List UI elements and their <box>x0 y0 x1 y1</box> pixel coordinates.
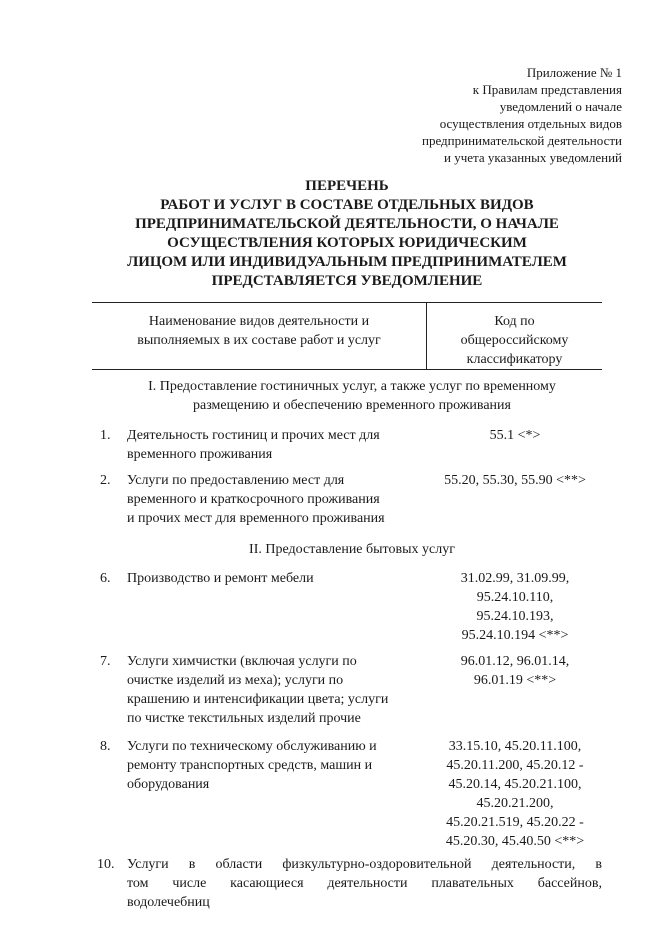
appendix-line: предпринимательской деятельности <box>422 133 622 148</box>
section-heading-line: размещению и обеспечению временного проживания <box>193 398 511 413</box>
table-header-bottom-rule <box>92 369 602 370</box>
row-activity-line: крашению и интенсификации цвета; услуги <box>127 692 389 707</box>
row-activity-name <box>127 737 377 794</box>
row-code-line: 55.1 <*> <box>489 428 541 443</box>
row-activity-name <box>127 471 385 528</box>
row-code-line: 45.20.21.519, 45.20.22 - <box>446 815 584 830</box>
row-activity-line: Услуги в области физкультурно-оздоровительной деятельности, в <box>127 857 602 872</box>
row-code <box>430 737 600 851</box>
row-code-line: 45.20.21.200, <box>476 796 554 811</box>
row-code-line: 55.20, 55.30, 55.90 <**> <box>444 473 586 488</box>
row-activity-line: очистке изделий из меха); услуги по <box>127 673 344 688</box>
appendix-note <box>422 64 622 166</box>
document-title <box>92 177 602 291</box>
column-header-line: классификатору <box>466 352 563 367</box>
row-code-line: 95.24.10.110, <box>476 590 554 605</box>
row-activity-line: временного проживания <box>127 447 273 462</box>
column-header-line: Код по <box>494 314 535 329</box>
row-activity-line: оборудования <box>127 777 210 792</box>
row-activity-line: Услуги химчистки (включая услуги по <box>127 654 357 669</box>
row-number: 7. <box>100 654 111 669</box>
row-activity-line: по чистке текстильных изделий прочие <box>127 711 361 726</box>
row-activity-line: водолечебниц <box>127 895 210 910</box>
row-activity-line: и прочих мест для временного проживания <box>127 511 385 526</box>
row-activity-line: Услуги по предоставлению мест для <box>127 473 345 488</box>
row-code-line: 45.20.30, 45.40.50 <**> <box>445 834 585 849</box>
row-activity-line: временного и краткосрочного проживания <box>127 492 380 507</box>
row-code <box>430 471 600 490</box>
row-activity-line: том числе касающиеся деятельности плавательных бассейнов, <box>127 876 602 891</box>
row-code <box>430 652 600 690</box>
row-code-line: 45.20.11.200, 45.20.12 - <box>446 758 584 773</box>
row-activity-name <box>127 652 388 728</box>
row-code-line: 33.15.10, 45.20.11.100, <box>448 739 582 754</box>
title-line: РАБОТ И УСЛУГ В СОСТАВЕ ОТДЕЛЬНЫХ ВИДОВ <box>160 197 534 213</box>
row-code-line: 45.20.14, 45.20.21.100, <box>448 777 582 792</box>
row-activity-name <box>127 569 314 588</box>
title-line: ПРЕДПРИНИМАТЕЛЬСКОЙ ДЕЯТЕЛЬНОСТИ, О НАЧАЛЕ <box>135 216 559 232</box>
row-code-line: 96.01.19 <**> <box>473 673 557 688</box>
row-number: 10. <box>97 857 115 872</box>
appendix-line: Приложение № 1 <box>526 65 622 80</box>
section-heading-line: I. Предоставление гостиничных услуг, а также услуг по временному <box>148 379 556 394</box>
column-header-line: общероссийскому <box>460 333 569 348</box>
appendix-line: осуществления отдельных видов <box>439 116 622 131</box>
row-activity-line: Услуги по техническому обслуживанию и <box>127 739 377 754</box>
section-heading-line: II. Предоставление бытовых услуг <box>249 542 455 557</box>
row-activity-line: ремонту транспортных средств, машин и <box>127 758 373 773</box>
row-code <box>430 426 600 445</box>
title-line: ПРЕДСТАВЛЯЕТСЯ УВЕДОМЛЕНИЕ <box>211 273 483 289</box>
title-line: ОСУЩЕСТВЛЕНИЯ КОТОРЫХ ЮРИДИЧЕСКИМ <box>167 235 527 251</box>
row-code-line: 31.02.99, 31.09.99, <box>460 571 570 586</box>
column-header-name <box>92 312 426 350</box>
title-line: ПЕРЕЧЕНЬ <box>305 178 389 194</box>
column-header-code <box>427 312 602 369</box>
row-number: 6. <box>100 571 111 586</box>
section-heading <box>92 377 612 415</box>
row-code <box>430 569 600 645</box>
row-activity-name <box>127 855 602 912</box>
appendix-line: к Правилам представления <box>472 82 622 97</box>
row-code-line: 95.24.10.193, <box>476 609 554 624</box>
column-header-line: Наименование видов деятельности и <box>148 314 370 329</box>
column-header-line: выполняемых в их составе работ и услуг <box>137 333 381 348</box>
row-number: 1. <box>100 428 111 443</box>
row-activity-name <box>127 426 380 464</box>
row-activity-line: Деятельность гостиниц и прочих мест для <box>127 428 380 443</box>
appendix-line: и учета указанных уведомлений <box>444 150 622 165</box>
row-activity-line: Производство и ремонт мебели <box>127 571 314 586</box>
table-top-rule <box>92 302 602 303</box>
title-line: ЛИЦОМ ИЛИ ИНДИВИДУАЛЬНЫМ ПРЕДПРИНИМАТЕЛЕМ <box>127 254 567 270</box>
appendix-line: уведомлений о начале <box>499 99 622 114</box>
row-number: 8. <box>100 739 111 754</box>
row-code-line: 95.24.10.194 <**> <box>461 628 569 643</box>
row-code-line: 96.01.12, 96.01.14, <box>460 654 570 669</box>
row-number: 2. <box>100 473 111 488</box>
section-heading <box>92 540 612 559</box>
